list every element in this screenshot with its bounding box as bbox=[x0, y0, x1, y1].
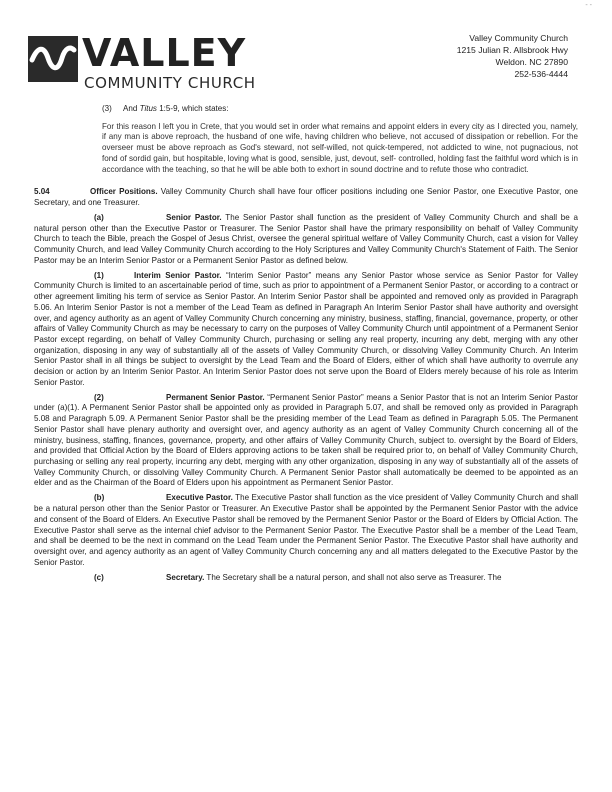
clause-text: The Senior Pastor shall function as the president of Valley Community Church and shall be a natural person other than the Executive Pastor or Treasurer. The Senior Pastor shall have the primary responsibility on behalf of Valley Community Church to teach the Bible, preach the Gospel of Jesus Christ, oversee the general spiritual welfare of Valley Community Church, cast a vision for Valley Community Church, and lead Valley Community Church according to the Holy Scriptures and Valley Community Church's Statement of Faith. The Senior Pastor may be an Interim Senior Pastor or a Permanent Senior Pastor as defined below. bbox=[34, 212, 578, 265]
church-address bbox=[457, 32, 568, 80]
clause-secretary bbox=[34, 573, 578, 584]
quote-intro-pre: And bbox=[123, 104, 140, 113]
quote-intro-post: 1:5-9, which states: bbox=[156, 104, 229, 113]
clause-label: (1) bbox=[94, 270, 104, 280]
scripture-intro bbox=[102, 104, 578, 115]
clause-senior-pastor bbox=[34, 213, 578, 267]
clause-text: The Secretary shall be a natural person, and shall not also serve as Treasurer. The bbox=[204, 572, 502, 582]
church-logo bbox=[28, 31, 268, 94]
clause-permanent-senior-pastor bbox=[34, 393, 578, 489]
clause-heading: Secretary. bbox=[166, 572, 205, 582]
clause-label: (2) bbox=[94, 392, 104, 402]
address-line: 252-536-4444 bbox=[514, 69, 568, 79]
logo-subtitle: COMMUNITY CHURCH bbox=[84, 74, 256, 92]
document-body bbox=[34, 104, 578, 588]
scripture-reference: Titus bbox=[139, 104, 157, 113]
clause-heading: Permanent Senior Pastor. bbox=[166, 392, 265, 402]
logo-name: VALLEY bbox=[82, 31, 247, 75]
address-line: Weldon. NC 27890 bbox=[495, 57, 568, 67]
clause-label: (c) bbox=[94, 572, 104, 582]
clause-text: “Interim Senior Pastor” means any Senior Pastor whose service as Senior Pastor for Valley Community Church is limited to an ascertainable period of time, such as prior to appointment of a Permanent Senior Pastor, or according to a contract or other agreement limiting his term of service as Senior Pastor. An Interim Senior Pastor shall be appointed and removed only as provided in Paragraph 5.06. An Interim Senior Pastor is not a member of the Lead Team as defined in Paragraph An Interim Senior Pastor shall have authority and oversight over, and agency authority as an agent of Valley Community Church concerning any ministry, business, staffing, financial, governance, property, or other affairs of Valley Community Church as may be necessary to carry on the purposes of Valley Community Church until appointment of a Permanent Senior Pastor except regarding, on behalf of Valley Community Church, purchasing or selling any real property, incurring any debt, merging with any other organization, disposing in any way of substantially all of the assets of Valley Community Church, or dissolving Valley Community Church. An Interim Senior Pastor shall in all things be subject to oversight by the Lead Team and the Board of Elders, either of which shall have authority to overrule any decision or action by an Interim Senior Pastor. An Interim Senior Pastor does not serve upon the Board of Elders merely because of his role as Interim Senior Pastor. bbox=[34, 270, 578, 387]
section-5-04 bbox=[34, 187, 578, 208]
clause-heading: Executive Pastor. bbox=[166, 493, 233, 503]
quote-number: (3) bbox=[102, 104, 112, 113]
clause-executive-pastor bbox=[34, 493, 578, 568]
scripture-quote: For this reason I left you in Crete, that you would set in order what remains and appoint elders in every city as I directed you, namely, if any man is above reproach, the husband of one wife, having children who believe, not accused of dissipation or rebellion. For the overseer must be above reproach as God's steward, not self-willed, not quick-tempered, not addicted to wine, not pugnacious, not fond of sordid gain, but hospitable, loving what is good, sensible, just, devout, self- controlled, holding fast the faithful word which is in accordance with the teaching, so that he will be able both to exhort in sound doctrine and to refute those who contradict. bbox=[102, 121, 578, 174]
clause-heading: Interim Senior Pastor. bbox=[134, 270, 222, 280]
clause-heading: Senior Pastor. bbox=[166, 212, 222, 222]
section-number: 5.04 bbox=[34, 187, 50, 197]
clause-label: (a) bbox=[94, 212, 104, 222]
address-line: 1215 Julian R. Allsbrook Hwy bbox=[456, 45, 568, 55]
valley-logo-icon bbox=[28, 36, 78, 82]
address-line: Valley Community Church bbox=[469, 33, 568, 43]
clause-text: The Executive Pastor shall function as the vice president of Valley Community Church and shall be a natural person other than the Senior Pastor or Treasurer. An Executive Pastor shall be appointed by the Permanent Senior Pastor with the advice and consent of the Board of Elders. An Executive Pastor shall be removed by the Permanent Senior Pastor or the Board of Elders by Official Action. The Executive Pastor shall serve as the internal chief advisor to the Permanent Senior Pastor. The Executive Pastor shall be a member of the Lead Team, and shall be deemed to be the next in command on the Lead Team under the Permanent Senior Pastor. The Executive Pastor shall have authority and oversight over, and agency authority as an agent of Valley Community Church concerning any and all matters delegated to the Executive Pastor by the Senior Pastor. bbox=[34, 493, 578, 567]
clause-label: (b) bbox=[94, 493, 105, 503]
clause-interim-senior-pastor bbox=[34, 271, 578, 389]
section-heading: Officer Positions. bbox=[90, 187, 158, 197]
corner-mark: - - bbox=[585, 2, 592, 9]
clause-text: “Permanent Senior Pastor” means a Senior Pastor that is not an Interim Senior Pastor under (a)(1). A Permanent Senior Pastor shall be appointed only as provided in Paragraph 5.07, and shall be removed only as provided in Paragraph 5.08 and Paragraph 5.09. A Permanent Senior Pastor shall be the presiding member of the Lead Team as defined in Paragraph 5.05. The Permanent Senior Pastor shall have plenary authority and oversight over, and agency authority as an agent of Valley Community Church concerning all of the ministry, business, staffing, finances, governance, property, and other affairs of Valley Community Church, subject to. oversight by the Board of Elders, and provided that Official Action by the Board of Elders approving actions to be taken shall be required prior to, on behalf of Valley Community Church, purchasing or selling any real property, incurring any debt, merging with any other organization, disposing in any way of substantially all of the assets of Valley Community Church, or dissolving Valley Community Church. A Permanent Senior Pastor shall automatically be deemed to be appointed as an elder and as the Chairman of the Board of Elders upon his appointment as Permanent Senior Pastor. bbox=[34, 392, 578, 488]
section-text: Valley Community Church shall have four officer positions including one Senior Pastor, one Executive Pastor, one Secretary, and one Treasurer. bbox=[34, 187, 578, 207]
